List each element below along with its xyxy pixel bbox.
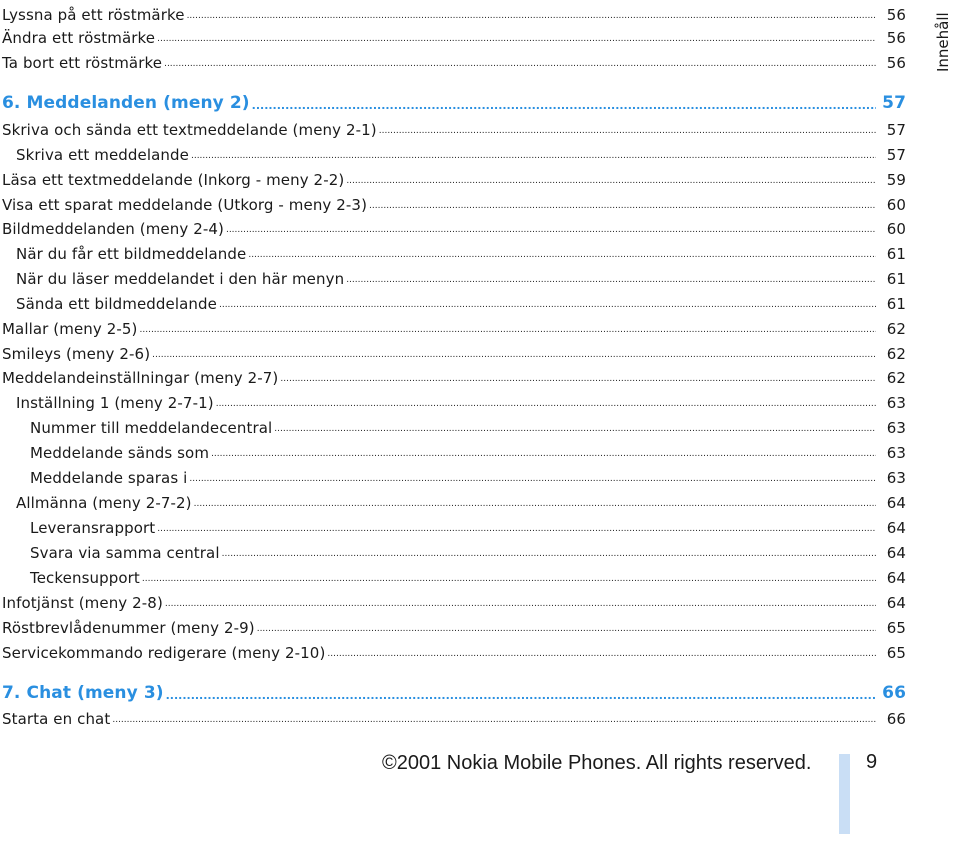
toc-entry-title: Infotjänst (meny 2-8)	[2, 594, 163, 612]
toc-entry-page: 64	[886, 494, 906, 512]
dot-leader	[257, 625, 876, 634]
toc-entry[interactable]	[2, 0, 906, 24]
toc-chapter-entry[interactable]	[2, 679, 906, 703]
toc-entry-title: Röstbrevlådenummer (meny 2-9)	[2, 619, 255, 637]
dot-leader	[379, 127, 876, 136]
toc-entry[interactable]	[2, 438, 906, 462]
dot-leader	[191, 152, 876, 161]
toc-entry[interactable]	[2, 23, 906, 47]
toc-entry-title: Sända ett bildmeddelande	[16, 295, 217, 313]
toc-entry-title: När du läser meddelandet i den här menyn	[16, 270, 345, 288]
toc-entry[interactable]	[2, 463, 906, 487]
toc-entry-page: 56	[886, 6, 906, 24]
dot-leader	[140, 326, 877, 335]
toc-chapter-title: 7. Chat (meny 3)	[2, 683, 164, 703]
dot-leader	[252, 101, 876, 110]
dot-leader	[152, 351, 876, 360]
toc-entry-title: Ta bort ett röstmärke	[2, 54, 163, 72]
toc-entry-page: 56	[886, 54, 906, 72]
toc-entry[interactable]	[2, 388, 906, 412]
toc-entry-page: 60	[886, 220, 906, 238]
toc-entry-title: Smileys (meny 2-6)	[2, 345, 151, 363]
toc-entry[interactable]	[2, 264, 906, 288]
dot-leader	[194, 500, 876, 509]
dot-leader	[222, 550, 876, 559]
toc-entry[interactable]	[2, 314, 906, 338]
dot-leader	[166, 691, 876, 700]
toc-entry-page: 57	[886, 121, 906, 139]
toc-entry-title: Skriva och sända ett textmeddelande (meny 2-1)	[2, 121, 377, 139]
dot-leader	[165, 600, 876, 609]
toc-entry-title: Lyssna på ett röstmärke	[2, 6, 185, 24]
toc-entry[interactable]	[2, 115, 906, 139]
toc-entry-title: Ändra ett röstmärke	[2, 29, 156, 47]
toc-entry[interactable]	[2, 513, 906, 537]
toc-entry-title: Mallar (meny 2-5)	[2, 320, 138, 338]
toc-entry[interactable]	[2, 190, 906, 214]
toc-chapter-page: 57	[882, 93, 906, 113]
toc-entry-page: 62	[886, 369, 906, 387]
toc-entry[interactable]	[2, 413, 906, 437]
toc-entry-page: 64	[886, 569, 906, 587]
toc-entry[interactable]	[2, 588, 906, 612]
dot-leader	[164, 60, 876, 69]
toc-entry-page: 64	[886, 544, 906, 562]
toc-entry-title: Nummer till meddelandecentral	[30, 419, 273, 437]
toc-entry-page: 66	[886, 710, 906, 728]
copyright-notice: ©2001 Nokia Mobile Phones. All rights reserved.	[382, 752, 812, 774]
toc-entry[interactable]	[2, 363, 906, 387]
section-tab-label: Innehåll	[934, 12, 952, 72]
dot-leader	[346, 276, 876, 285]
dot-leader	[211, 450, 876, 459]
toc-entry[interactable]	[2, 638, 906, 662]
toc-entry-page: 56	[886, 29, 906, 47]
toc-entry-page: 65	[886, 644, 906, 662]
toc-entry[interactable]	[2, 538, 906, 562]
toc-entry-page: 64	[886, 594, 906, 612]
dot-leader	[157, 525, 876, 534]
toc-entry-page: 59	[886, 171, 906, 189]
dot-leader	[187, 12, 876, 21]
toc-entry-title: Skriva ett meddelande	[16, 146, 189, 164]
toc-entry-page: 63	[886, 419, 906, 437]
toc-entry-page: 61	[886, 295, 906, 313]
toc-entry-page: 60	[886, 196, 906, 214]
toc-entry-page: 63	[886, 394, 906, 412]
dot-leader	[346, 177, 876, 186]
toc-entry-title: Bildmeddelanden (meny 2-4)	[2, 220, 224, 238]
toc-entry[interactable]	[2, 613, 906, 637]
dot-leader	[369, 202, 876, 211]
toc-entry-page: 64	[886, 519, 906, 537]
toc-chapter-title: 6. Meddelanden (meny 2)	[2, 93, 250, 113]
toc-entry[interactable]	[2, 140, 906, 164]
dot-leader	[142, 575, 876, 584]
toc-entry-title: Leveransrapport	[30, 519, 156, 537]
toc-entry-title: Teckensupport	[30, 569, 140, 587]
toc-entry[interactable]	[2, 704, 906, 728]
dot-leader	[327, 650, 876, 659]
toc-entry-title: Meddelande sparas i	[30, 469, 188, 487]
toc-entry-title: Meddelande sänds som	[30, 444, 210, 462]
dot-leader	[274, 425, 876, 434]
toc-entry[interactable]	[2, 239, 906, 263]
dot-leader	[226, 226, 876, 235]
toc-entry[interactable]	[2, 488, 906, 512]
toc-entry[interactable]	[2, 339, 906, 363]
page-marker-bar	[839, 754, 850, 834]
toc-chapter-page: 66	[882, 683, 906, 703]
toc-entry-title: När du får ett bildmeddelande	[16, 245, 247, 263]
toc-chapter-entry[interactable]	[2, 89, 906, 113]
dot-leader	[219, 301, 876, 310]
toc-entry-title: Läsa ett textmeddelande (Inkorg - meny 2-2)	[2, 171, 345, 189]
dot-leader	[248, 251, 876, 260]
toc-entry-page: 62	[886, 320, 906, 338]
toc-entry-title: Allmänna (meny 2-7-2)	[16, 494, 192, 512]
toc-entry-page: 57	[886, 146, 906, 164]
toc-entry[interactable]	[2, 165, 906, 189]
toc-entry-title: Visa ett sparat meddelande (Utkorg - meny 2-3)	[2, 196, 368, 214]
toc-entry[interactable]	[2, 289, 906, 313]
dot-leader	[280, 375, 876, 384]
toc-entry[interactable]	[2, 214, 906, 238]
toc-entry-page: 63	[886, 469, 906, 487]
toc-entry-page: 61	[886, 245, 906, 263]
page-number: 9	[866, 751, 878, 773]
dot-leader	[112, 716, 876, 725]
toc-entry-page: 61	[886, 270, 906, 288]
toc-entry-page: 62	[886, 345, 906, 363]
toc-entry-title: Inställning 1 (meny 2-7-1)	[16, 394, 214, 412]
toc-entry-title: Starta en chat	[2, 710, 111, 728]
toc-entry-title: Servicekommando redigerare (meny 2-10)	[2, 644, 326, 662]
toc-entry[interactable]	[2, 48, 906, 72]
dot-leader	[189, 475, 876, 484]
toc-entry-title: Meddelandeinställningar (meny 2-7)	[2, 369, 279, 387]
toc-entry-page: 63	[886, 444, 906, 462]
toc-entry-page: 65	[886, 619, 906, 637]
toc-entry-title: Svara via samma central	[30, 544, 220, 562]
toc-entry[interactable]	[2, 563, 906, 587]
dot-leader	[216, 400, 876, 409]
dot-leader	[157, 35, 876, 44]
